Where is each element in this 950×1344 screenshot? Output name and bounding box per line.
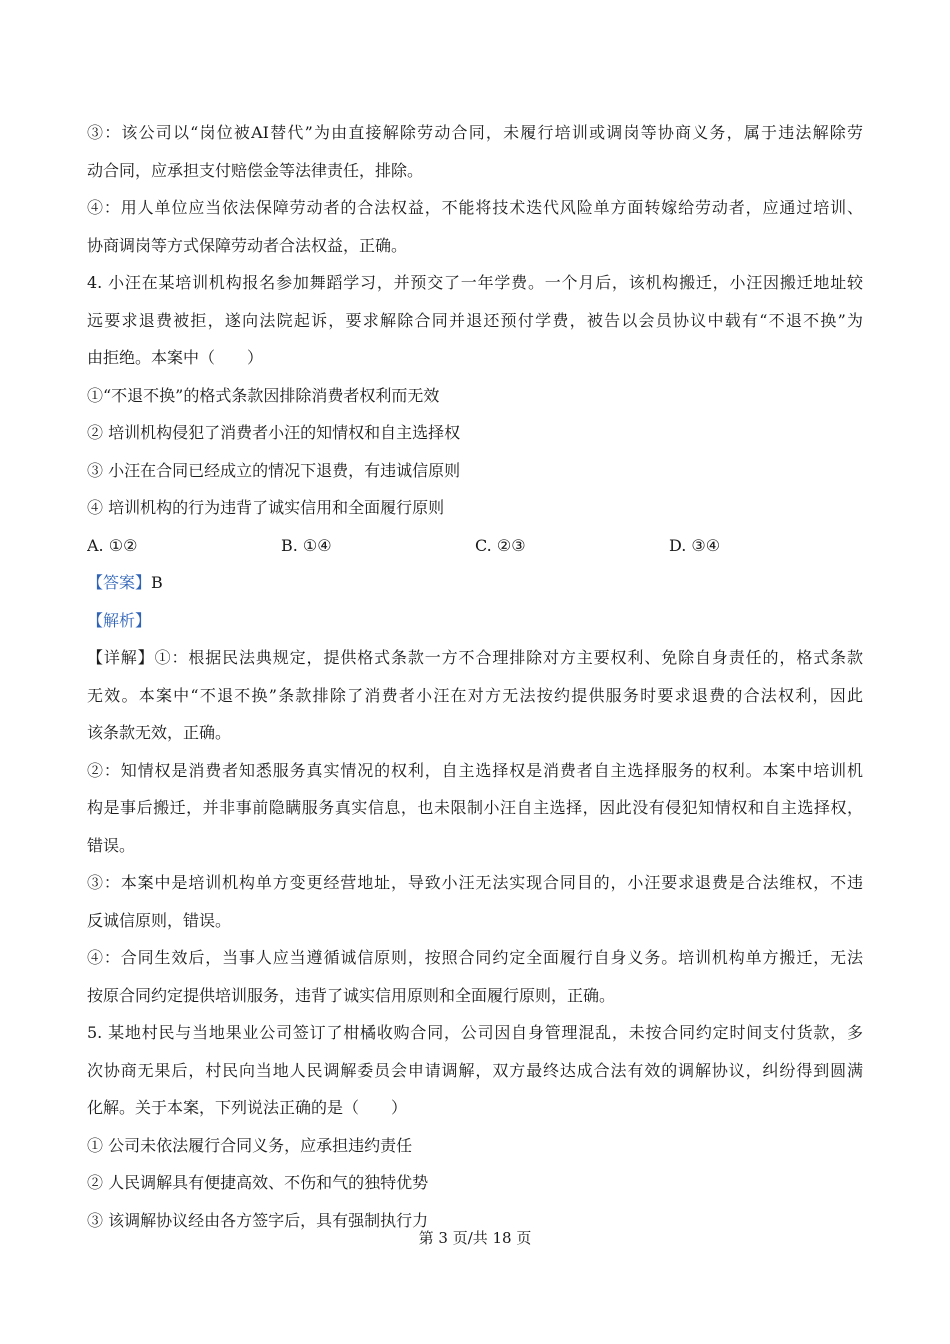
question-5-line: 5. 某地村民与当地果业公司签订了柑橘收购合同，公司因自身管理混乱，未按合同约定时间支付货款，多 <box>87 1023 863 1042</box>
text-line: ③：该公司以“岗位被AI替代”为由直接解除劳动合同，未履行培训或调岗等协商义务，属于违法解除劳 <box>87 123 863 142</box>
option-b: B. ①④ <box>281 535 332 555</box>
detail-line <box>87 639 863 677</box>
analysis-tag: 【解析】 <box>87 610 152 630</box>
analysis-line <box>87 602 863 640</box>
question-5-line: 化解。关于本案，下列说法正确的是（ ） <box>87 1098 408 1117</box>
option-d: D. ③④ <box>669 535 721 555</box>
text-line: ④：用人单位应当依法保障劳动者的合法权益，不能将技术迭代风险单方面转嫁给劳动者，应通过培训、 <box>87 198 863 217</box>
detail-line: 无效。本案中“不退不换”条款排除了消费者小汪在对方无法按约提供服务时要求退费的合法权利，因此 <box>87 685 863 705</box>
question-4-statement: ③ 小汪在合同已经成立的情况下退费，有违诚信原则 <box>87 460 461 480</box>
question-4-statement: ④ 培训机构的行为违背了诚实信用和全面履行原则 <box>87 498 445 517</box>
question-5-line: 次协商无果后，村民向当地人民调解委员会申请调解，双方最终达成合法有效的调解协议，纠纷得到圆满 <box>87 1060 863 1080</box>
detail-text: ①：根据民法典规定，提供格式条款一方不合理排除对方主要权利、免除自身责任的，格式条款 <box>154 648 863 667</box>
detail-line: 反诚信原则，错误。 <box>87 910 232 930</box>
detail-line: 该条款无效，正确。 <box>87 723 232 742</box>
question-4-statement: ①“不退不换”的格式条款因排除消费者权利而无效 <box>87 385 440 405</box>
detail-line: 错误。 <box>87 835 136 855</box>
answer-tag: 【答案】 <box>87 573 152 592</box>
page-number: 第 3 页/共 18 页 <box>418 1229 532 1247</box>
question-5-statement: ① 公司未依法履行合同义务，应承担违约责任 <box>87 1135 413 1155</box>
detail-tag: 【详解】 <box>87 648 155 667</box>
question-5-statement: ② 人民调解具有便捷高效、不伤和气的独特优势 <box>87 1173 429 1192</box>
answer-value: B <box>151 573 163 592</box>
detail-line: 构是事后搬迁，并非事前隐瞒服务真实信息，也未限制小汪自主选择，因此没有侵犯知情权和自主选择权， <box>87 798 863 817</box>
detail-line: 按原合同约定提供培训服务，违背了诚实信用原则和全面履行原则，正确。 <box>87 985 616 1005</box>
question-4-options <box>87 527 863 565</box>
option-c: C. ②③ <box>475 535 526 555</box>
question-4-statement: ② 培训机构侵犯了消费者小汪的知情权和自主选择权 <box>87 423 461 442</box>
page-content <box>87 114 863 1239</box>
text-line: 动合同，应承担支付赔偿金等法律责任，排除。 <box>87 160 424 180</box>
detail-line: ④：合同生效后，当事人应当遵循诚信原则，按照合同约定全面履行自身义务。培训机构单方搬迁，无法 <box>87 948 863 967</box>
detail-line: ③：本案中是培训机构单方变更经营地址，导致小汪无法实现合同目的，小汪要求退费是合法维权，不违 <box>87 873 863 892</box>
detail-line: ②：知情权是消费者知悉服务真实情况的权利，自主选择权是消费者自主选择服务的权利。本案中培训机 <box>87 760 863 780</box>
option-a: A. ①② <box>87 535 138 555</box>
text-line: 协商调岗等方式保障劳动者合法权益，正确。 <box>87 235 408 255</box>
question-4-line: 远要求退费被拒，遂向法院起诉，要求解除合同并退还预付学费，被告以会员协议中载有“不退不换”为 <box>87 310 863 330</box>
question-4-line: 4. 小汪在某培训机构报名参加舞蹈学习，并预交了一年学费。一个月后，该机构搬迁，小汪因搬迁地址较 <box>87 273 863 292</box>
answer-line <box>87 564 863 602</box>
question-4-line: 由拒绝。本案中（ ） <box>87 348 264 367</box>
question-5-statement: ③ 该调解协议经由各方签字后，具有强制执行力 <box>87 1210 429 1230</box>
